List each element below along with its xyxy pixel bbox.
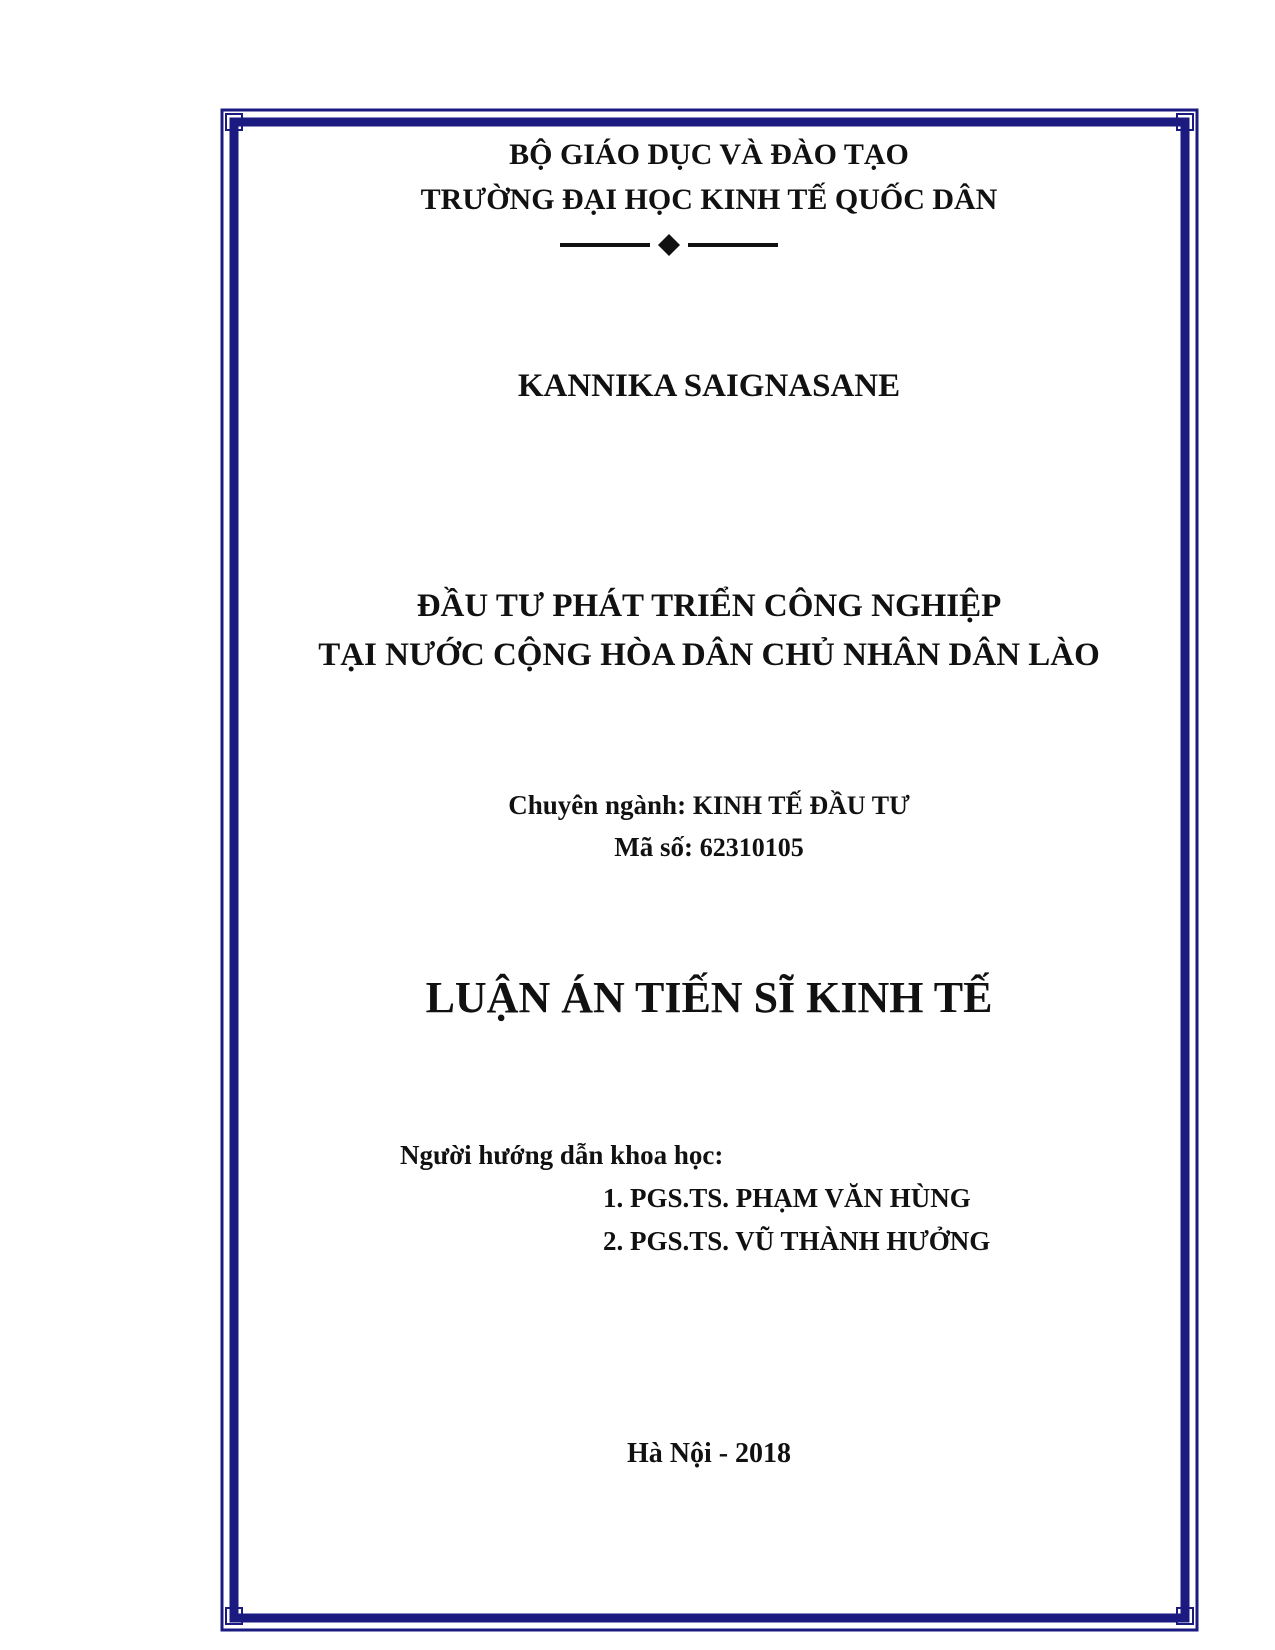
author-name: KANNIKA SAIGNASANE bbox=[517, 368, 901, 404]
code-value: 62310105 bbox=[699, 833, 804, 862]
major-field bbox=[230, 790, 1188, 821]
place-and-year: Hà Nội - 2018 bbox=[626, 1438, 792, 1469]
thesis-title-line-2: TẠI NƯỚC CỘNG HÒA DÂN CHỦ NHÂN DÂN LÀO bbox=[318, 637, 1100, 673]
supervisor-item: 1. PGS.TS. PHẠM VĂN HÙNG bbox=[603, 1183, 971, 1213]
supervisors-label: Người hướng dẫn khoa học: bbox=[400, 1140, 724, 1170]
code-label: Mã số: bbox=[614, 832, 700, 862]
ministry-name: BỘ GIÁO DỤC VÀ ĐÀO TẠO bbox=[509, 138, 909, 171]
thesis-title-line-1: ĐẦU TƯ PHÁT TRIỂN CÔNG NGHIỆP bbox=[416, 588, 1002, 624]
major-value: KINH TẾ ĐẦU TƯ bbox=[692, 791, 910, 820]
degree-title: LUẬN ÁN TIẾN SĨ KINH TẾ bbox=[425, 973, 993, 1022]
major-label: Chuyên ngành: bbox=[508, 790, 693, 820]
header-divider-ornament bbox=[560, 234, 778, 256]
code-field bbox=[230, 832, 1188, 863]
supervisor-item: 2. PGS.TS. VŨ THÀNH HƯỞNG bbox=[603, 1226, 991, 1256]
university-name: TRƯỜNG ĐẠI HỌC KINH TẾ QUỐC DÂN bbox=[420, 183, 998, 216]
